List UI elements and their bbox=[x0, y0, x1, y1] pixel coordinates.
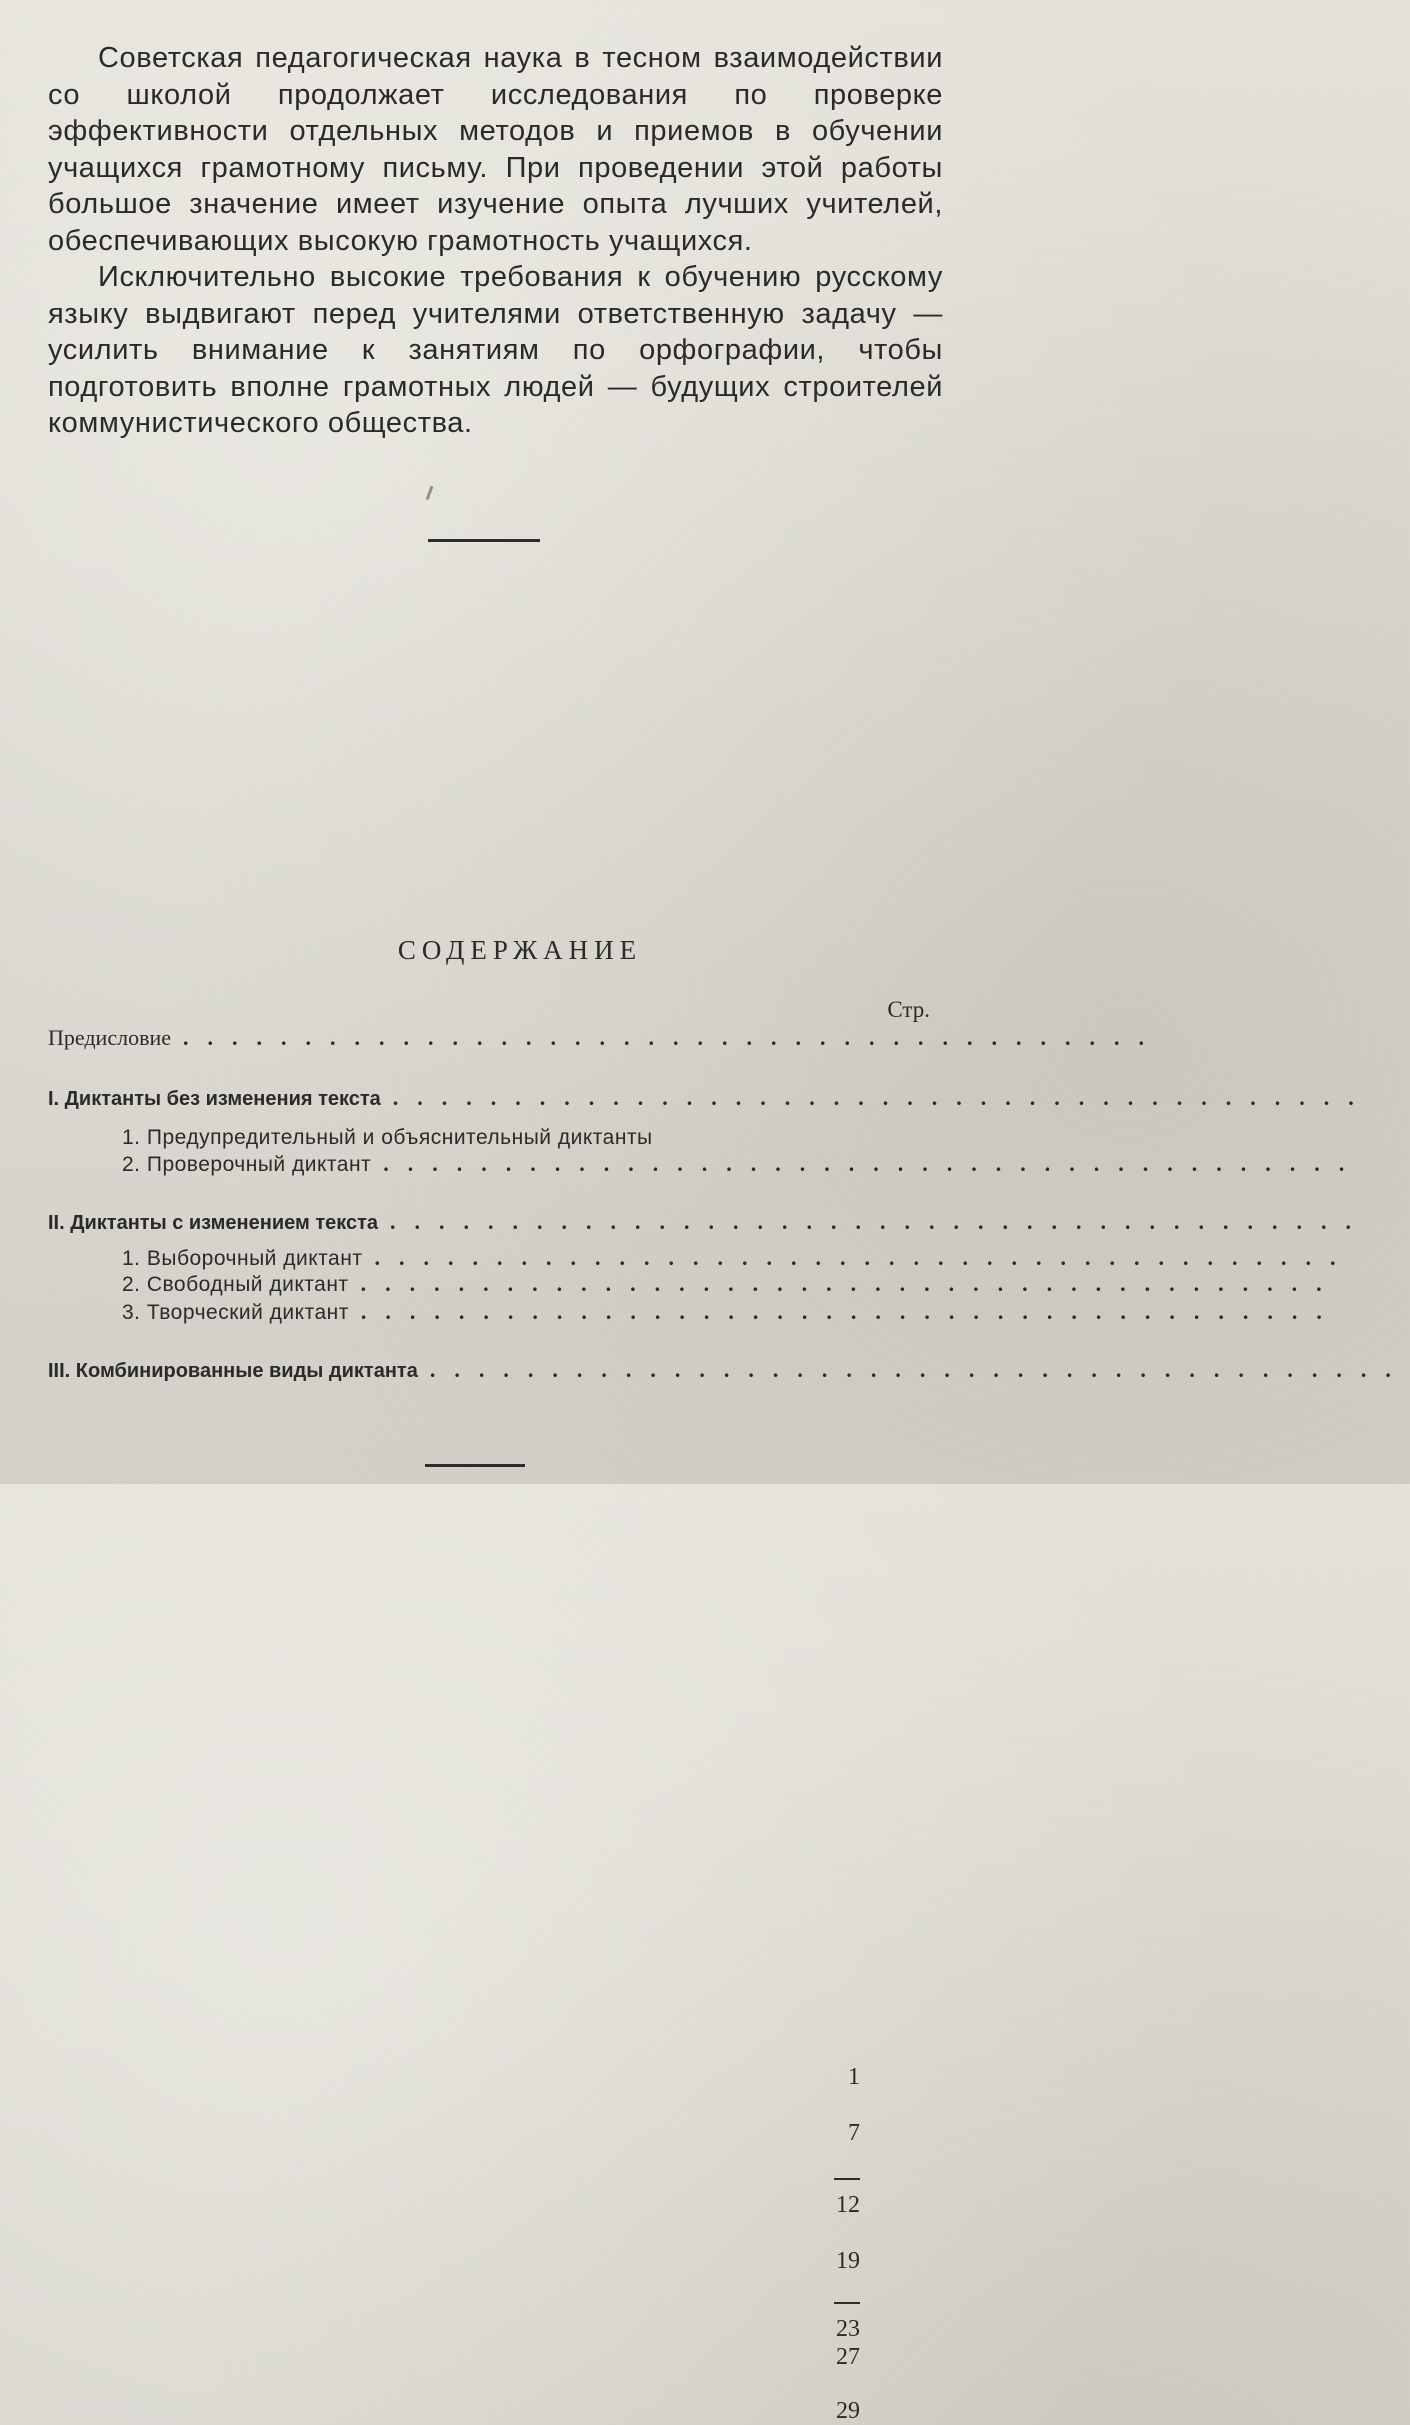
toc-page-number: 7 bbox=[848, 2120, 860, 2146]
toc-entry bbox=[48, 1124, 930, 1152]
contents-heading: СОДЕРЖАНИЕ bbox=[397, 935, 643, 965]
toc-page-number: 27 bbox=[836, 2344, 860, 2370]
section-divider bbox=[428, 539, 540, 542]
toc-entry-label: III. Комбинированные виды диктанта bbox=[48, 1360, 418, 1382]
leader-dots: ........................................ bbox=[374, 1245, 1355, 1270]
toc-entry-preface bbox=[48, 1024, 1163, 1052]
toc-section-3 bbox=[48, 1356, 1410, 1385]
toc-entry-label: 1. Выборочный диктант bbox=[122, 1247, 363, 1270]
page-column-label: Стр. bbox=[887, 997, 930, 1022]
toc-section-1 bbox=[48, 1084, 1373, 1113]
toc-section-2 bbox=[48, 1208, 1371, 1237]
toc-page-dash bbox=[834, 2302, 860, 2304]
leader-dots: ........................................ bbox=[429, 1357, 1410, 1382]
toc-entry-label: II. Диктанты с изменением текста bbox=[48, 1212, 379, 1234]
body-text bbox=[48, 40, 943, 442]
paragraph: Исключительно высокие требования к обучению русскому языку выдвигают перед учителями ответственную задачу — усилить внимание к занятиям по орфографии, чтобы подготовить вполне грамотных людей — будущих строителей коммунистического общества. bbox=[48, 261, 943, 439]
toc-entry-label: 3. Творческий диктант bbox=[122, 1301, 349, 1324]
paragraph: Советская педагогическая наука в тесном взаимодействии со школой продолжает исследования по проверке эффективности отдельных методов и приемов в обучении учащихся грамотному письму. При проведении этой работы большое значение имеет изучение опыта лучших учителей, обеспечивающих высокую грамотность учащихся. bbox=[48, 42, 943, 257]
leader-dots: ........................................ bbox=[383, 1151, 1364, 1176]
toc-page-number: 1 bbox=[848, 2064, 860, 2090]
toc-entry bbox=[48, 1244, 1355, 1273]
toc-page-number: 12 bbox=[836, 2192, 860, 2218]
leader-dots: ........................................ bbox=[392, 1085, 1373, 1110]
leader-dots: ........................................ bbox=[360, 1271, 1341, 1296]
toc-entry bbox=[48, 1298, 1341, 1327]
toc-page-number: 23 bbox=[836, 2316, 860, 2342]
leader-dots: ........................................ bbox=[360, 1299, 1341, 1324]
leader-dots: ........................................ bbox=[183, 1025, 1163, 1050]
paper-speck bbox=[426, 486, 434, 500]
toc-entry-label: I. Диктанты без изменения текста bbox=[48, 1088, 381, 1110]
toc-page-number: 19 bbox=[836, 2248, 860, 2274]
section-divider bbox=[425, 1464, 525, 1467]
toc-entry-label: 1. Предупредительный и объяснительный диктанты bbox=[122, 1126, 653, 1149]
toc-page-dash bbox=[834, 2178, 860, 2180]
toc-page-number: 29 bbox=[836, 2398, 860, 2424]
toc-entry-label: Предисловие bbox=[48, 1025, 171, 1050]
toc-entry-label: 2. Свободный диктант bbox=[122, 1273, 349, 1296]
leader-dots: ........................................ bbox=[390, 1209, 1371, 1234]
toc-entry-label: 2. Проверочный диктант bbox=[122, 1153, 372, 1176]
toc-entry bbox=[48, 1150, 1364, 1179]
toc-entry bbox=[48, 1270, 1341, 1299]
